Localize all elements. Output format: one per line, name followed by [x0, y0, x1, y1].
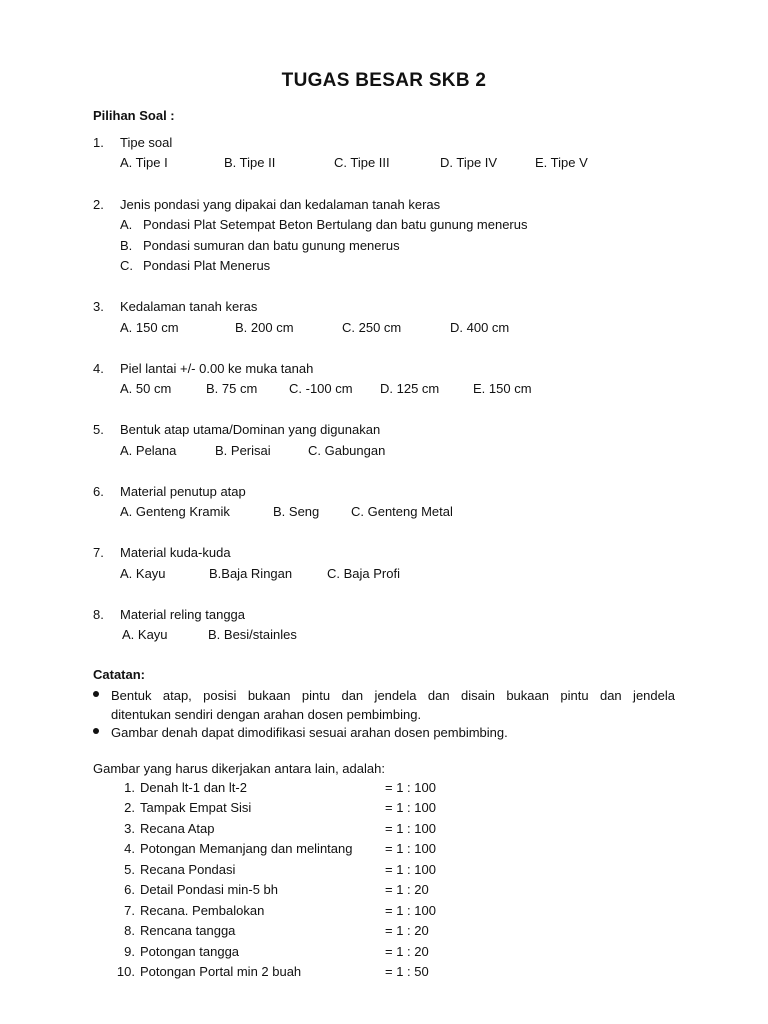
option: B. Besi/stainles — [208, 627, 297, 642]
option-text: Pondasi Plat Menerus — [143, 258, 271, 273]
drawing-number: 6. — [124, 882, 135, 897]
option-text: Pondasi sumuran dan batu gunung menerus — [143, 238, 400, 253]
drawing-number: 2. — [124, 800, 135, 815]
question-number: 8. — [93, 607, 104, 622]
option-label: A. — [120, 217, 133, 232]
question-text: Bentuk atap utama/Dominan yang digunakan — [120, 422, 381, 437]
question-text: Material kuda-kuda — [120, 545, 231, 560]
drawing-scale: = 1 : 20 — [385, 923, 429, 938]
option-label: B. — [120, 238, 133, 253]
drawing-scale: = 1 : 20 — [385, 882, 429, 897]
bullet-icon — [93, 728, 99, 734]
drawing-name: Denah lt-1 dan lt-2 — [140, 780, 247, 795]
drawing-name: Tampak Empat Sisi — [140, 800, 252, 815]
drawing-name: Potongan Portal min 2 buah — [140, 964, 302, 979]
option: C. -100 cm — [289, 381, 353, 396]
option: A. Genteng Kramik — [120, 504, 230, 519]
question-number: 2. — [93, 197, 104, 212]
question-text: Kedalaman tanah keras — [120, 299, 258, 314]
option: A. Tipe I — [120, 155, 168, 170]
option: B.Baja Ringan — [209, 566, 293, 581]
drawing-number: 7. — [124, 903, 135, 918]
question-number: 5. — [93, 422, 104, 437]
drawing-scale: = 1 : 100 — [385, 821, 436, 836]
drawing-number: 10. — [116, 964, 135, 979]
drawing-number: 8. — [124, 923, 135, 938]
drawing-scale: = 1 : 100 — [385, 800, 436, 815]
note-text: Gambar denah dapat dimodifikasi sesuai arahan dosen pembimbing. — [111, 725, 508, 740]
option: A. Kayu — [122, 627, 168, 642]
note-line: Bentuk atap, posisi bukaan pintu dan jendela dan disain bukaan pintu dan jendela — [111, 688, 675, 703]
option: C. Baja Profi — [327, 566, 400, 581]
question-text: Jenis pondasi yang dipakai dan kedalaman tanah keras — [120, 197, 441, 212]
drawing-scale: = 1 : 100 — [385, 841, 436, 856]
note-text — [111, 686, 675, 724]
question-number: 1. — [93, 135, 104, 150]
option: C. 250 cm — [342, 320, 402, 335]
option: B. 200 cm — [235, 320, 294, 335]
bullet-icon — [93, 691, 99, 697]
option: A. Pelana — [120, 443, 177, 458]
drawing-name: Potongan Memanjang dan melintang — [140, 841, 353, 856]
question-text: Material penutup atap — [120, 484, 246, 499]
option: C. Tipe III — [334, 155, 390, 170]
option: B. 75 cm — [206, 381, 258, 396]
drawing-number: 1. — [124, 780, 135, 795]
option: E. 150 cm — [473, 381, 532, 396]
option: D. Tipe IV — [440, 155, 498, 170]
catatan-heading: Catatan: — [93, 667, 146, 682]
option: A. Kayu — [120, 566, 166, 581]
option: E. Tipe V — [535, 155, 588, 170]
question-text: Tipe soal — [120, 135, 173, 150]
question-number: 7. — [93, 545, 104, 560]
question-number: 3. — [93, 299, 104, 314]
drawing-name: Detail Pondasi min-5 bh — [140, 882, 279, 897]
note-line: ditentukan sendiri dengan arahan dosen pembimbing. — [111, 707, 422, 722]
drawing-name: Recana Pondasi — [140, 862, 236, 877]
pilihan-soal-heading: Pilihan Soal : — [93, 108, 175, 123]
drawing-name: Recana Atap — [140, 821, 215, 836]
drawing-scale: = 1 : 50 — [385, 964, 429, 979]
drawing-number: 3. — [124, 821, 135, 836]
option: B. Tipe II — [224, 155, 276, 170]
drawing-number: 4. — [124, 841, 135, 856]
drawing-name: Potongan tangga — [140, 944, 240, 959]
drawing-scale: = 1 : 20 — [385, 944, 429, 959]
question-text: Material reling tangga — [120, 607, 246, 622]
drawing-name: Recana. Pembalokan — [140, 903, 265, 918]
drawing-scale: = 1 : 100 — [385, 903, 436, 918]
drawing-number: 5. — [124, 862, 135, 877]
drawing-number: 9. — [124, 944, 135, 959]
option: D. 125 cm — [380, 381, 440, 396]
drawings-intro: Gambar yang harus dikerjakan antara lain, adalah: — [93, 761, 385, 776]
option: A. 150 cm — [120, 320, 179, 335]
drawing-name: Rencana tangga — [140, 923, 236, 938]
option: A. 50 cm — [120, 381, 172, 396]
option: C. Genteng Metal — [351, 504, 453, 519]
question-text: Piel lantai +/- 0.00 ke muka tanah — [120, 361, 314, 376]
page-title: TUGAS BESAR SKB 2 — [281, 70, 487, 91]
option: B. Perisai — [215, 443, 271, 458]
option: C. Gabungan — [308, 443, 386, 458]
question-number: 6. — [93, 484, 104, 499]
drawing-scale: = 1 : 100 — [385, 780, 436, 795]
option: B. Seng — [273, 504, 320, 519]
option: D. 400 cm — [450, 320, 510, 335]
drawing-scale: = 1 : 100 — [385, 862, 436, 877]
option-text: Pondasi Plat Setempat Beton Bertulang dan batu gunung menerus — [143, 217, 528, 232]
option-label: C. — [120, 258, 133, 273]
question-number: 4. — [93, 361, 104, 376]
